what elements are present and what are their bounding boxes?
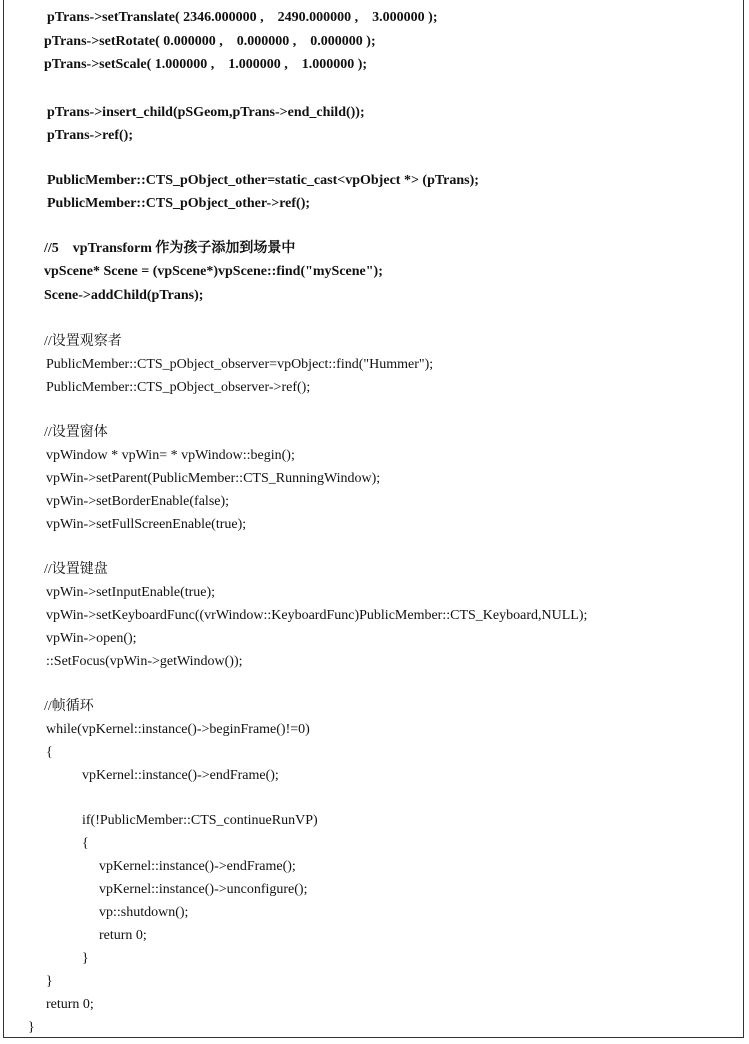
code-line: vpWin->setKeyboardFunc((vrWindow::KeyboardFunc)PublicMember::CTS_Keyboard,NULL); [46,608,588,623]
code-line: pTrans->ref(); [47,128,133,143]
code-line: return 0; [99,928,147,943]
code-line: pTrans->setTranslate( 2346.000000 , 2490.000000 , 3.000000 ); [47,10,438,25]
code-comment: //5 vpTransform 作为孩子添加到场景中 [44,241,296,256]
code-line: vpWin->setBorderEnable(false); [46,494,230,509]
code-brace: } [82,951,89,966]
code-line: vpKernel::instance()->endFrame(); [82,768,279,783]
code-line: Scene->addChild(pTrans); [44,288,204,303]
code-comment: //设置观察者 [44,334,122,349]
code-line: ::SetFocus(vpWin->getWindow()); [46,654,243,669]
code-line: PublicMember::CTS_pObject_observer->ref(); [46,380,311,395]
code-line: vpWin->setInputEnable(true); [46,585,216,600]
code-comment: //帧循环 [44,699,94,714]
code-line: vpWindow * vpWin= * vpWindow::begin(); [46,448,295,463]
code-line: vpKernel::instance()->endFrame(); [99,859,296,874]
code-line: if(!PublicMember::CTS_continueRunVP) [82,813,318,828]
code-line: vpKernel::instance()->unconfigure(); [99,882,308,897]
code-line: pTrans->insert_child(pSGeom,pTrans->end_child()); [47,105,365,120]
code-line: vpWin->setFullScreenEnable(true); [46,517,247,532]
code-line: PublicMember::CTS_pObject_other->ref(); [47,196,311,211]
code-comment: //设置窗体 [44,425,108,440]
code-line: vp::shutdown(); [99,905,189,920]
code-line: pTrans->setScale( 1.000000 , 1.000000 , 1.000000 ); [44,57,368,72]
code-line: PublicMember::CTS_pObject_other=static_cast<vpObject *> (pTrans); [47,173,479,188]
code-line: vpWin->setParent(PublicMember::CTS_RunningWindow); [46,471,381,486]
code-comment: //设置键盘 [44,562,108,577]
code-line: vpWin->open(); [46,631,137,646]
code-brace: { [46,745,53,760]
code-line: pTrans->setRotate( 0.000000 , 0.000000 , 0.000000 ); [44,34,376,49]
code-line: PublicMember::CTS_pObject_observer=vpObject::find("Hummer"); [46,357,434,372]
code-brace: { [82,836,89,851]
code-brace: } [28,1020,35,1035]
code-line: while(vpKernel::instance()->beginFrame()!=0) [46,722,310,737]
code-line: return 0; [46,997,94,1012]
code-line: vpScene* Scene = (vpScene*)vpScene::find("myScene"); [44,264,383,279]
code-brace: } [46,974,53,989]
